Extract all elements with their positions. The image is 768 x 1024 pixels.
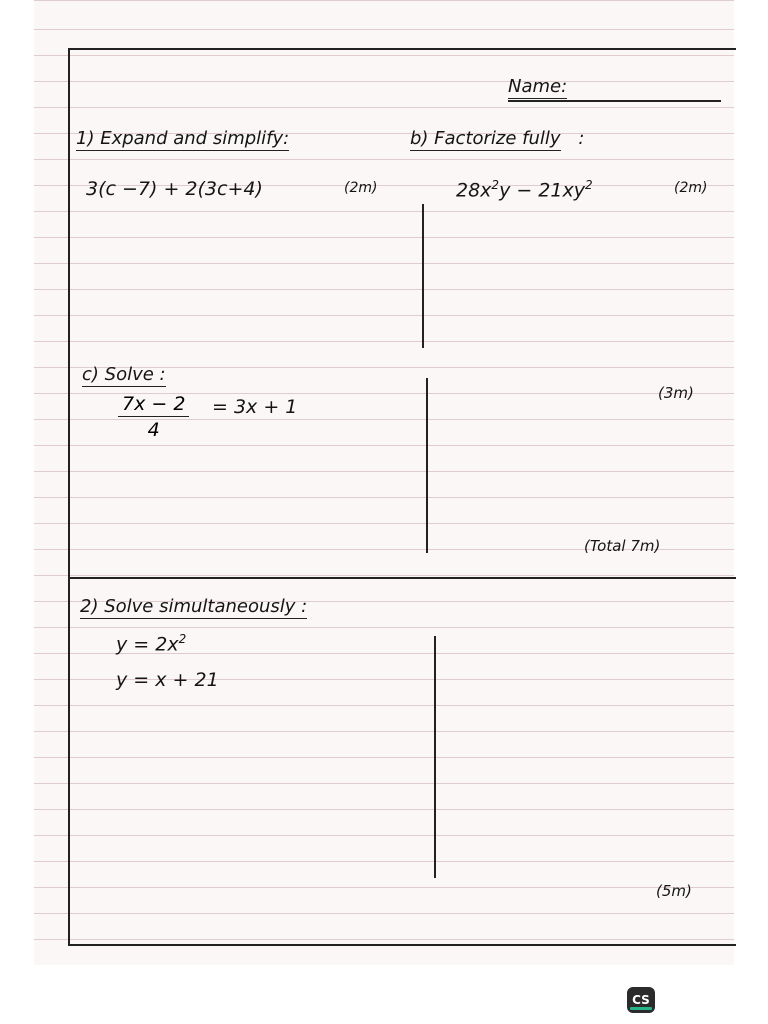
- q1-total-marks: (Total 7m): [584, 537, 661, 555]
- q1a-expression: 3(c −7) + 2(3c+4): [86, 178, 263, 200]
- q1c-fraction: [118, 393, 189, 441]
- q1c-rhs: = 3x + 1: [212, 396, 298, 418]
- q2-divider: [434, 636, 436, 878]
- section-divider: [70, 577, 736, 579]
- q1c-heading: c) Solve :: [82, 364, 166, 385]
- q1b-expression: [456, 178, 593, 201]
- q1b-term2: y − 21xy: [499, 179, 585, 202]
- badge-text: CS: [632, 993, 650, 1007]
- q1c-marks: (3m): [658, 384, 694, 402]
- q1b-exponent2: 2: [584, 178, 593, 192]
- q2-eq1-text: y = 2x: [116, 633, 179, 656]
- q1b-heading-colon: :: [578, 128, 585, 149]
- q2-heading: 2) Solve simultaneously :: [80, 596, 308, 617]
- q1b-exponent1: 2: [491, 178, 500, 192]
- q1-ab-divider: [422, 204, 424, 348]
- q1b-heading: [410, 128, 584, 149]
- name-input-line[interactable]: [508, 100, 721, 102]
- q1a-marks: (2m): [344, 180, 378, 196]
- q2-eq1-exponent: 2: [178, 632, 187, 646]
- q1a-heading: 1) Expand and simplify:: [76, 128, 290, 149]
- q1c-denominator: 4: [147, 419, 160, 441]
- q1b-heading-text: b) Factorize fully: [410, 128, 561, 149]
- camscanner-badge: [627, 987, 655, 1013]
- q1c-divider: [426, 378, 428, 553]
- name-label: Name:: [508, 76, 568, 97]
- q1b-marks: (2m): [674, 180, 708, 196]
- q2-marks: (5m): [656, 882, 692, 900]
- q2-equation-2: y = x + 21: [116, 669, 219, 691]
- q1b-term1: 28x: [456, 179, 492, 202]
- q2-equation-1: [116, 632, 186, 655]
- q1c-numerator: 7x − 2: [118, 393, 189, 417]
